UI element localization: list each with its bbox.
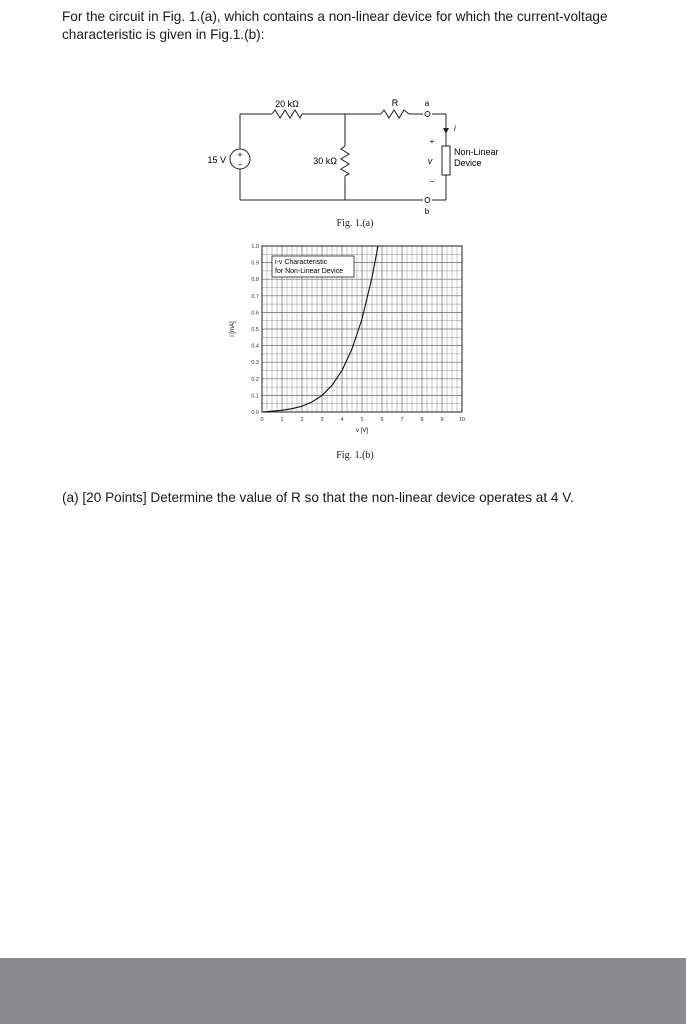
y-tick-label: 0.8 <box>251 277 259 284</box>
nonlinear-device-box <box>442 146 450 175</box>
resistor-r <box>381 110 409 118</box>
legend-line-1: i-v Characteristic <box>275 259 328 266</box>
source-label: 15 V <box>207 155 226 165</box>
x-tick-label: 6 <box>380 417 384 423</box>
circuit-diagram <box>190 92 520 217</box>
legend-line-2: for Non-Linear Device <box>275 268 344 275</box>
iv-chart <box>222 238 472 446</box>
figure-caption-1a: Fig. 1.(a) <box>336 218 374 229</box>
source-minus: − <box>237 160 243 169</box>
plus-sign: + <box>429 137 435 146</box>
x-tick-label: 2 <box>300 417 304 423</box>
voltage-label: v <box>427 156 433 166</box>
y-tick-label: 1.0 <box>251 244 259 250</box>
x-tick-label: 1 <box>280 417 284 423</box>
y-tick-label: 0.2 <box>251 376 259 383</box>
minus-sign: − <box>429 177 435 186</box>
y-tick-label: 0.4 <box>251 343 259 350</box>
y-tick-label: 0.1 <box>251 393 259 400</box>
source-plus: + <box>237 150 243 160</box>
x-tick-label: 10 <box>458 417 466 423</box>
x-axis-label: v [V] <box>355 428 369 434</box>
x-tick-label: 5 <box>360 417 364 423</box>
current-arrow-head <box>443 128 449 134</box>
problem-intro: For the circuit in Fig. 1.(a), which contains a non-linear device for which the current-voltage characteristic is given in Fig.1.(b): <box>62 9 608 42</box>
y-axis-label: i [mA] <box>230 321 236 337</box>
y-tick-label: 0.9 <box>251 260 259 267</box>
node-b-label: b <box>424 207 430 216</box>
y-tick-label: 0.3 <box>251 360 259 367</box>
y-tick-label: 0.7 <box>251 293 259 300</box>
x-tick-label: 4 <box>340 417 344 423</box>
x-tick-label: 9 <box>440 417 444 423</box>
x-tick-label: 7 <box>400 417 404 423</box>
x-tick-label: 0 <box>260 417 264 423</box>
y-tick-label: 0.0 <box>251 410 259 416</box>
x-tick-labels <box>260 417 465 423</box>
y-tick-labels <box>251 244 259 416</box>
question-text: (a) [20 Points] Determine the value of R so that the non-linear device operates at 4 V. <box>62 490 574 505</box>
terminal-b <box>425 198 430 203</box>
bottom-bar <box>0 958 686 1024</box>
r-label: R <box>391 98 399 108</box>
x-tick-label: 8 <box>420 417 424 423</box>
r2-label: 30 kΩ <box>313 156 337 166</box>
r1-label: 20 kΩ <box>275 99 299 109</box>
terminal-a <box>425 112 430 117</box>
resistor-20k <box>272 110 302 118</box>
resistor-30k <box>341 146 349 176</box>
x-tick-label: 3 <box>320 417 324 423</box>
device-label-line1: Non-Linear <box>454 147 499 157</box>
current-label: i <box>454 124 456 133</box>
y-tick-label: 0.6 <box>251 310 259 317</box>
node-a-label: a <box>424 99 430 108</box>
device-label-line2: Device <box>454 158 482 168</box>
figure-caption-1b: Fig. 1.(b) <box>336 450 374 461</box>
y-tick-label: 0.5 <box>251 327 259 333</box>
